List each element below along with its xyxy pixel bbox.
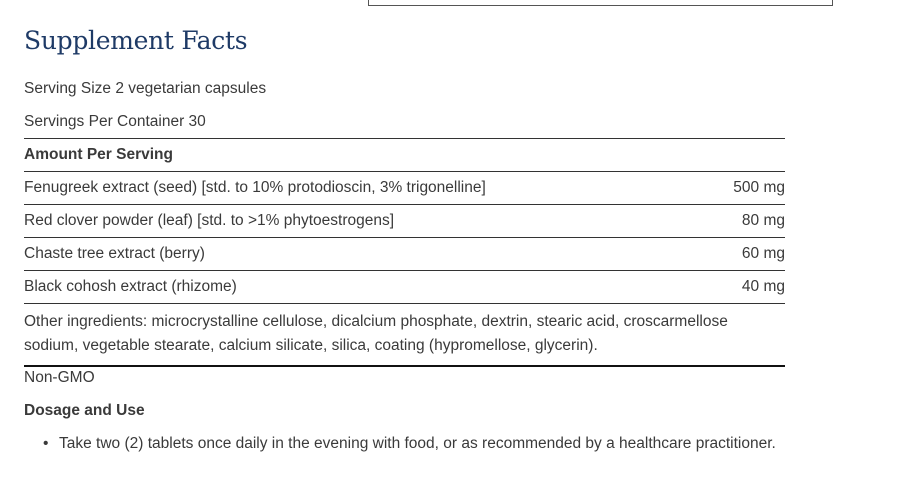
supplement-facts-table [24, 138, 785, 367]
top-panel-border [368, 0, 833, 6]
list-item: • Take two (2) tablets once daily in the evening with food, or as recommended by a healthcare practitioner. [59, 432, 784, 456]
ingredient-name: Chaste tree extract (berry) [24, 245, 205, 262]
ingredient-name: Red clover powder (leaf) [std. to >1% phytoestrogens] [24, 212, 395, 229]
ingredient-amount: 60 mg [741, 245, 785, 262]
non-gmo-label: Non-GMO [24, 369, 95, 386]
ingredient-name: Black cohosh extract (rhizome) [24, 278, 237, 295]
amount-per-serving-label: Amount Per Serving [24, 146, 173, 163]
table-row [24, 270, 785, 303]
page-title: Supplement Facts [24, 26, 248, 55]
ingredient-amount: 500 mg [733, 179, 785, 196]
ingredient-amount: 40 mg [741, 278, 785, 295]
table-header-row [24, 138, 785, 171]
table-row [24, 171, 785, 204]
other-ingredients: Other ingredients: microcrystalline cellulose, dicalcium phosphate, dextrin, stearic acid, croscarmellose sodium, vegetable stearate, calcium silicate, silica, coating (hypromellose, glycerin). [24, 303, 785, 367]
dosage-heading: Dosage and Use [24, 402, 145, 419]
serving-size: Serving Size 2 vegetarian capsules [24, 80, 267, 97]
ingredient-name: Fenugreek extract (seed) [std. to 10% protodioscin, 3% trigonelline] [24, 179, 486, 196]
table-row [24, 204, 785, 237]
table-row [24, 237, 785, 270]
dosage-list [24, 432, 784, 456]
ingredient-amount: 80 mg [741, 212, 785, 229]
servings-per-container: Servings Per Container 30 [24, 113, 206, 130]
